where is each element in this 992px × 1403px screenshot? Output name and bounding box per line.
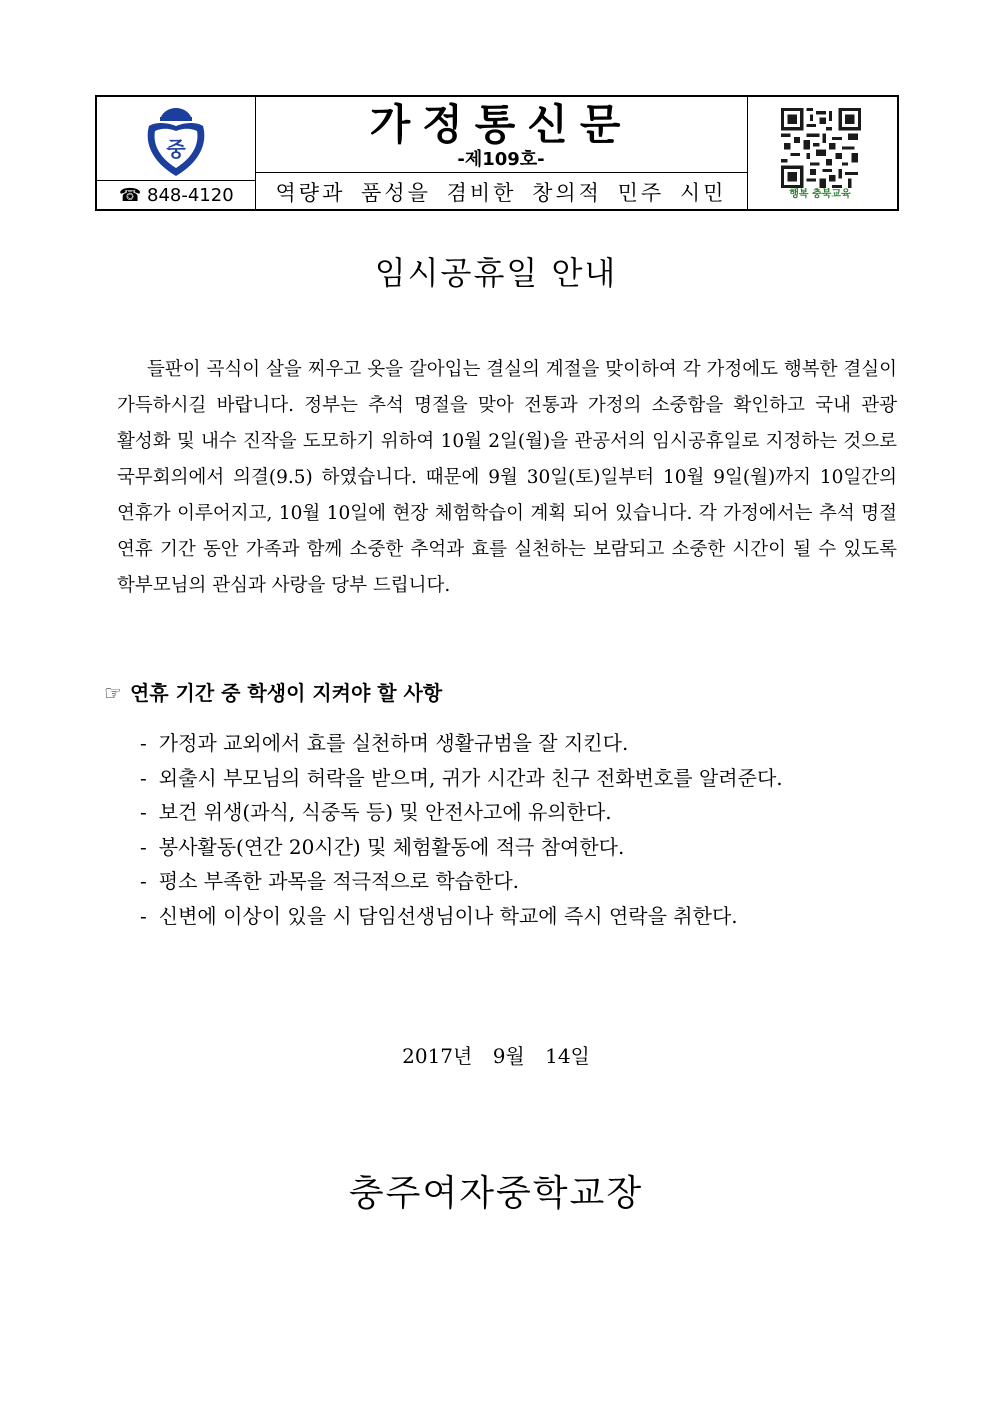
rules-heading: [104, 677, 442, 706]
list-item: - 봉사활동(연간 20시간) 및 체험활동에 적극 참여한다.: [140, 834, 625, 859]
qr-caption: 행복 충북교육: [789, 189, 851, 200]
list-item: - 가정과 교외에서 효를 실천하며 생활규범을 잘 지킨다.: [140, 731, 629, 755]
list-item: - 평소 부족한 과목을 적극적으로 학습한다.: [140, 869, 519, 894]
newsletter-title: 가정통신문: [369, 100, 633, 149]
header-divider-middle: [255, 172, 747, 173]
svg-text:중: 중: [166, 137, 186, 161]
issue-number: -제109호-: [457, 149, 545, 170]
principal-signature: 충주여자중학교장: [348, 1173, 644, 1214]
phone-number: 848-4120: [147, 185, 234, 206]
list-item: - 보건 위생(과식, 식중독 등) 및 안전사고에 유의한다.: [140, 800, 612, 825]
pointing-hand-icon: ☞: [104, 681, 122, 705]
school-phone: [119, 185, 234, 206]
qr-code-icon: [781, 108, 861, 188]
list-item: - 외출시 부모님의 허락을 받으며, 귀가 시간과 친구 전화번호를 알려준다.: [140, 765, 783, 790]
school-motto: 역량과 품성을 겸비한 창의적 민주 시민: [275, 181, 727, 205]
list-item: - 신변에 이상이 있을 시 담임선생님이나 학교에 즉시 연락을 취한다.: [140, 903, 738, 928]
issue-date: 2017년 9월 14일: [402, 1044, 590, 1068]
notice-paragraph: 들판이 곡식이 살을 찌우고 옷을 갈아입는 결실의 계절을 맞이하여 각 가정에도 행복한 결실이 가득하시길 바랍니다. 정부는 추석 명절을 맞아 전통과 가정의 소중함을 확인하고 국내 관광 활성화 및 내수 진작을 도모하기 위하여 10월 2일(월)을 관공서의 임시공휴일로 지정하는 것으로 국무회의에서 의결(9.5) 하였습니다. 때문에 9월 30일(토)일부터 10월 9일(월)까지 10일간의 연휴가 이루어지고, 10월 10일에 현장 체험학습이 계획 되어 있습니다. 각 가정에서는 추석 명절 연휴 기간 동안 가족과 함께 소중한 추억과 효를 실천하는 보람되고 소중한 시간이 될 수 있도록 학부모님의 관심과 사랑을 당부 드립니다.: [117, 359, 897, 596]
rules-list: [140, 726, 783, 934]
newsletter-header: [95, 95, 899, 211]
rules-heading-text: 연휴 기간 중 학생이 지켜야 할 사항: [129, 681, 443, 705]
school-emblem-icon: [141, 104, 211, 180]
telephone-icon: ☎: [119, 185, 142, 206]
header-divider-phone: [97, 180, 255, 181]
header-divider-left: [255, 97, 256, 209]
header-divider-right: [747, 97, 748, 209]
notice-title: 임시공휴일 안내: [374, 254, 618, 292]
notice-body: [117, 352, 897, 604]
